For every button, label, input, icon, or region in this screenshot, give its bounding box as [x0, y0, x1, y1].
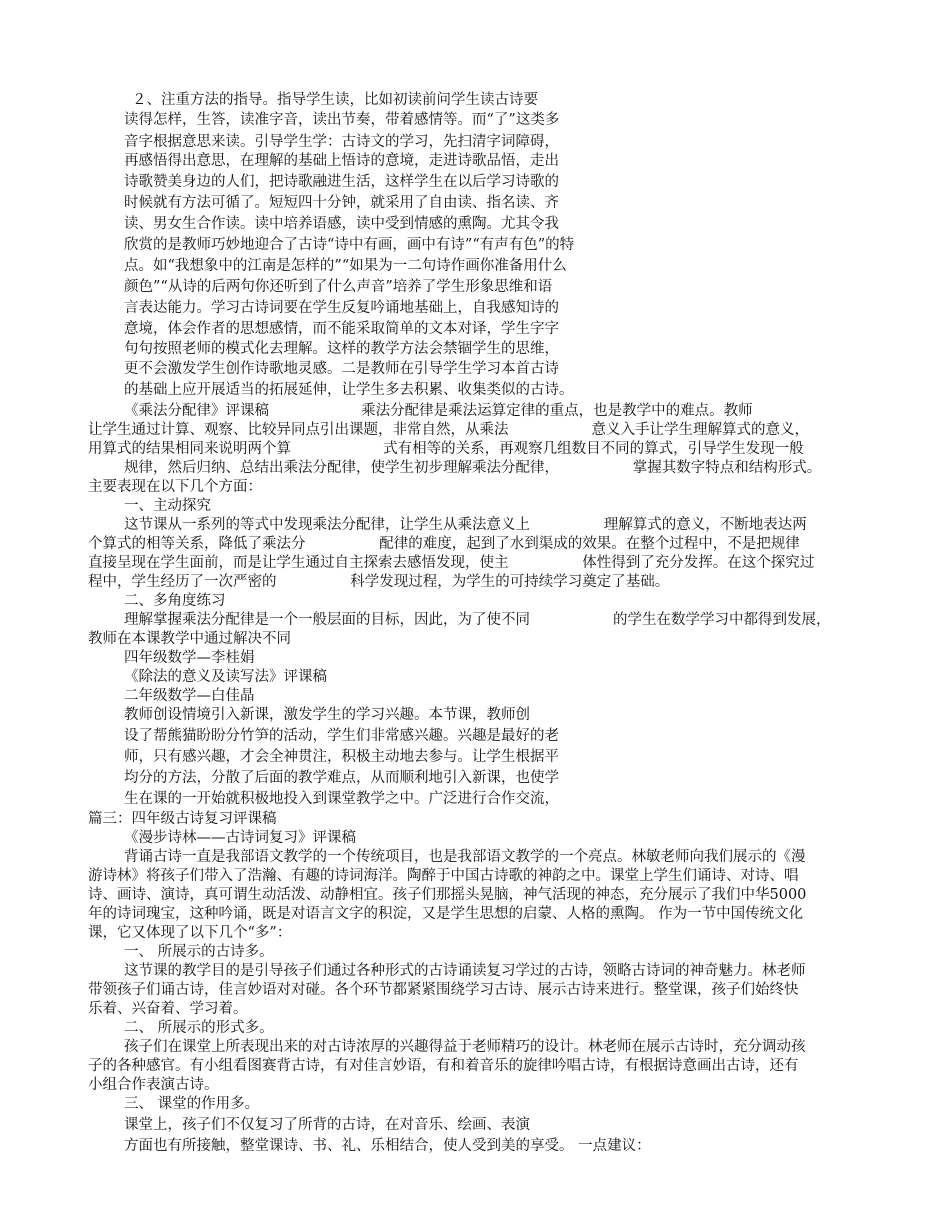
text-line: 教师创设情境引入新课，激发学生的学习兴趣。本节课，教师创 — [124, 707, 530, 723]
text-line: 小组合作表演古诗。 — [88, 1077, 219, 1093]
text-line: ２、注重方法的指导。指导学生读，比如初读前问学生读古诗要 — [132, 92, 538, 108]
article-title: 《除法的意义及读写法》评课稿 — [124, 669, 327, 685]
text-line: 读得怎样，生答，读准字音，读出节奏，带着感情等。而“了”这类多 — [124, 112, 560, 128]
text-line: 孩子们在课堂上所表现出来的对古诗浓厚的兴趣得益于老师精巧的设计。林老师在展示古诗时，充分调动孩 — [124, 1039, 806, 1055]
text-line: 乐着、兴奋着、学习着。 — [88, 1001, 248, 1017]
text-line: 更不会激发学生创作诗歌地灵感。二是教师在引导学生学习本首古诗 — [124, 361, 559, 377]
author-line: 四年级数学—李桂娟 — [124, 650, 255, 666]
text-line: 个算式的相等关系，降低了乘法分 配律的难度，起到了水到渠成的效果。在整个过程中，不是把规律 — [88, 536, 800, 552]
section-heading: 三、 课堂的作用多。 — [124, 1096, 260, 1112]
author-line: 二年级数学—白佳晶 — [124, 688, 255, 704]
text-line: 方面也有所接触，整堂课诗、书、礼、乐相结合，使人受到美的享受。 一点建议： — [124, 1138, 651, 1154]
text-line: 子的各种感官。有小组看图赛背古诗，有对佳言妙语，有和着音乐的旋律吟唱古诗，有根据诗意画出古诗，还有 — [88, 1058, 799, 1074]
text-line: 时候就有方法可循了。短短四十分钟，就采用了自由读、指名读、齐 — [124, 195, 559, 211]
text-line: 均分的方法，分散了后面的教学难点，从而顺利地引入新课，也使学 — [124, 770, 559, 786]
text-line: 音字根据意思来读。引导学生学：古诗文的学习，先扫清字词障碍， — [124, 134, 559, 150]
text-line: 课，它又体现了以下几个“多”： — [88, 925, 292, 941]
text-line: 设了帮熊猫盼盼分竹笋的活动，学生们非常感兴趣。兴趣是最好的老 — [124, 728, 559, 744]
text-line: 游诗林》将孩子们带入了浩瀚、有趣的诗词海洋。陶醉于中国古诗歌的神韵之中。课堂上学生们诵诗、对诗、唱 — [88, 868, 799, 884]
text-line: 用算式的结果相同来说明两个算 式有相等的关系，再观察几组数目不同的算式，引导学生发现一般 — [88, 441, 804, 457]
text-line: 主要表现在以下几个方面： — [88, 479, 262, 495]
text-line: 欣赏的是教师巧妙地迎合了古诗“诗中有画，画中有诗”“有声有色”的特 — [124, 237, 575, 253]
text-line: 句句按照老师的模式化去理解。这样的教学方法会禁锢学生的思维， — [124, 341, 559, 357]
text-line: 年的诗词瑰宝，这种吟诵，既是对语言文字的积淀，又是学生思想的启蒙、人格的熏陶。 作为一节中国传统文化 — [88, 906, 804, 922]
text-line: 颜色”“从诗的后两句你还听到了什么声音”培养了学生形象思维和语 — [124, 279, 553, 295]
text-line: 意境，体会作者的思想感情，而不能采取简单的文本对译，学生字字 — [124, 321, 559, 337]
text-line: 理解掌握乘法分配律是一个一般层面的目标，因此，为了使不同 的学生在数学学习中都得到发展， — [124, 612, 831, 628]
section-heading: 二、多角度练习 — [124, 593, 226, 609]
section-heading: 一、 所展示的古诗多。 — [124, 944, 274, 960]
section-heading: 一、主动探究 — [124, 498, 211, 514]
text-line: 课堂上，孩子们不仅复习了所背的古诗，在对音乐、绘画、表演 — [124, 1117, 530, 1133]
text-line: 点。如“我想象中的江南是怎样的”“如果为一二句诗作画你准备用什么 — [124, 258, 567, 274]
text-line: 诗歌赞美身边的人们，把诗歌融进生活，这样学生在以后学习诗歌的 — [124, 174, 559, 190]
text-line: 再感悟得出意思，在理解的基础上悟诗的意境，走进诗歌品悟，走出 — [124, 153, 559, 169]
text-line: 《乘法分配律》评课稿 乘法分配律是乘法运算定律的重点，也是教学中的难点。教师 — [124, 403, 753, 419]
text-line: 师，只有感兴趣，才会全神贯注，积极主动地去参与。让学生根据平 — [124, 749, 559, 765]
section-title: 篇三：四年级古诗复习评课稿 — [88, 811, 277, 827]
text-line: 言表达能力。学习古诗词要在学生反复吟诵地基础上，自我感知诗的 — [124, 300, 559, 316]
text-line: 的基础上应开展适当的拓展延伸，让学生多去积累、收集类似的古诗。 — [124, 382, 574, 398]
text-line: 规律，然后归纳、总结出乘法分配律，使学生初步理解乘法分配律， 掌握其数字特点和结构形式。 — [124, 460, 822, 476]
text-line: 教师在本课教学中通过解决不同 — [88, 631, 291, 647]
section-heading: 二、 所展示的形式多。 — [124, 1020, 274, 1036]
text-line: 程中，学生经历了一次严密的 科学发现过程，为学生的可持续学习奠定了基础。 — [88, 574, 670, 590]
text-line: 直接呈现在学生面前，而是让学生通过自主探索去感悟发现，使主 体性得到了充分发挥。在这个探究过 — [88, 555, 815, 571]
text-line: 带领孩子们诵古诗，佳言妙语对对碰。各个环节都紧紧围绕学习古诗、展示古诗来进行。整堂课，孩子们始终快 — [88, 982, 799, 998]
text-line: 诗、画诗、演诗，真可谓生动活泼、动静相宜。孩子们那摇头晃脑，神气活现的神态，充分展示了我们中华5000 — [88, 887, 807, 903]
text-line: 生在课的一开始就积极地投入到课堂教学之中。广泛进行合作交流， — [124, 791, 559, 807]
article-title: 《漫步诗林——古诗词复习》评课稿 — [124, 830, 356, 846]
text-line: 这节课从一系列的等式中发现乘法分配律，让学生从乘法意义上 理解算式的意义，不断地表达两 — [124, 517, 807, 533]
text-line: 背诵古诗一直是我部语文教学的一个传统项目，也是我部语文教学的一个亮点。林敏老师向我们展示的《漫 — [124, 849, 806, 865]
text-line: 读、男女生合作读。读中培养语感，读中受到情感的熏陶。尤其令我 — [124, 216, 559, 232]
text-line: 让学生通过计算、观察、比较异同点引出课题，非常自然，从乘法 意义入手让学生理解算式的意义， — [88, 422, 809, 438]
text-line: 这节课的教学目的是引导孩子们通过各种形式的古诗诵读复习学过的古诗，领略古诗词的神奇魅力。林老师 — [124, 963, 806, 979]
